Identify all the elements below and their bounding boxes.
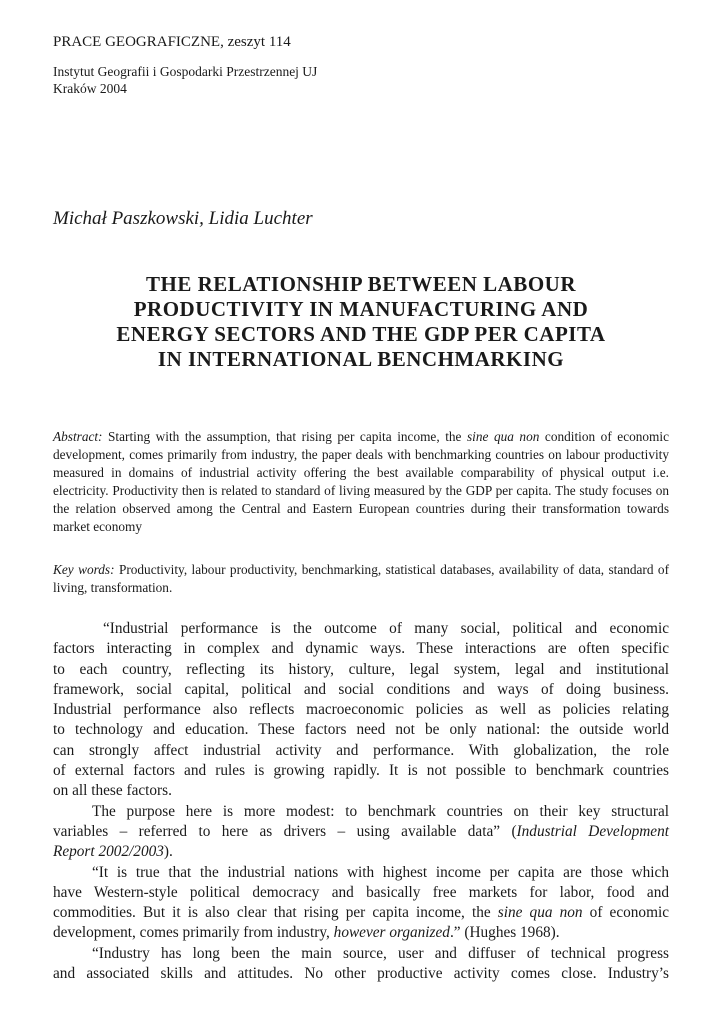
body-line: on all these factors.: [53, 782, 172, 800]
body-line: can strongly affect industrial activity and performance. With globalization, the role: [53, 741, 669, 759]
source-title: Report 2002/2003: [53, 843, 164, 861]
italic-phrase: however organized: [333, 924, 450, 942]
title-line: THE RELATIONSHIP BETWEEN LABOUR: [146, 272, 576, 296]
body-text-span: commodities. But it is also clear that rising per capita income, the: [53, 904, 498, 922]
body-line: The purpose here is more modest: to benchmark countries on their key structural: [92, 802, 669, 820]
journal-title: PRACE GEOGRAFICZNE, zeszyt 114: [53, 34, 291, 50]
body-line: have Western-style political democracy and basically free markets for labor, food and: [53, 883, 669, 901]
abstract-text: Starting with the assumption, that rising per capita income, the: [102, 429, 467, 444]
body-line: [53, 822, 669, 842]
body-text-span: of economic: [582, 904, 670, 922]
authors: Michał Paszkowski, Lidia Luchter: [53, 208, 313, 229]
body-text-span: variables – referred to here as drivers – using available data” (: [53, 822, 517, 840]
title-line: IN INTERNATIONAL BENCHMARKING: [157, 347, 565, 371]
publisher-info: [53, 63, 317, 97]
body-line: and associated skills and attitudes. No other productive activity comes close. Industry’s: [53, 965, 669, 983]
paper-title: [53, 272, 669, 372]
body-line: factors interacting in complex and dynamic ways. These interactions are often specific: [53, 640, 669, 658]
body-line: [53, 903, 669, 923]
source-title: Industrial Development: [516, 822, 669, 840]
body-line: [53, 923, 669, 943]
italic-phrase: sine qua non: [497, 904, 583, 922]
body-line: framework, social capital, political and social conditions and ways of doing business.: [53, 680, 669, 698]
abstract-text: condition of economic development, comes primarily from industry, the paper deals with benchmarking countries on labour productivity measured in domains of industrial activity offering the best available comparability of physical output i.e. electricity. Productivity then is related to standard of living measured by the GDP per capita. The study focuses on the relation observed among the Central and Eastern European countries during their transformation towards market economy: [53, 429, 669, 534]
abstract-italic: sine qua non: [466, 429, 540, 444]
body-line: to each country, reflecting its history, culture, legal system, legal and institutional: [53, 660, 669, 678]
city-year: Kraków 2004: [53, 81, 127, 96]
body-text-span: development, comes primarily from industry,: [53, 924, 334, 942]
abstract: [53, 428, 669, 536]
body-text-span: .” (Hughes 1968).: [449, 924, 560, 942]
body-text: [53, 619, 669, 984]
institute-name: Instytut Geografii i Gospodarki Przestrzennej UJ: [53, 64, 318, 79]
body-line: to technology and education. These factors need not be only national: the outside world: [53, 721, 669, 739]
keywords-text: Productivity, labour productivity, benchmarking, statistical databases, availability of data, standard of living, transformation.: [53, 562, 669, 595]
keywords: [53, 561, 669, 597]
body-line: “It is true that the industrial nations with highest income per capita are those which: [92, 863, 669, 881]
abstract-label: Abstract:: [53, 429, 103, 444]
body-text-span: ).: [163, 843, 173, 861]
title-line: PRODUCTIVITY IN MANUFACTURING AND: [133, 297, 589, 321]
body-line: of external factors and rules is growing rapidly. It is not possible to benchmark countries: [53, 762, 669, 780]
body-line: [53, 842, 669, 862]
body-line: “Industry has long been the main source, user and diffuser of technical progress: [92, 944, 669, 962]
title-line: ENERGY SECTORS AND THE GDP PER CAPITA: [116, 322, 606, 346]
body-line: “Industrial performance is the outcome of many social, political and economic: [103, 620, 669, 637]
keywords-label: Key words:: [53, 562, 115, 577]
body-line: Industrial performance also reflects macroeconomic policies as well as policies relating: [53, 701, 669, 719]
